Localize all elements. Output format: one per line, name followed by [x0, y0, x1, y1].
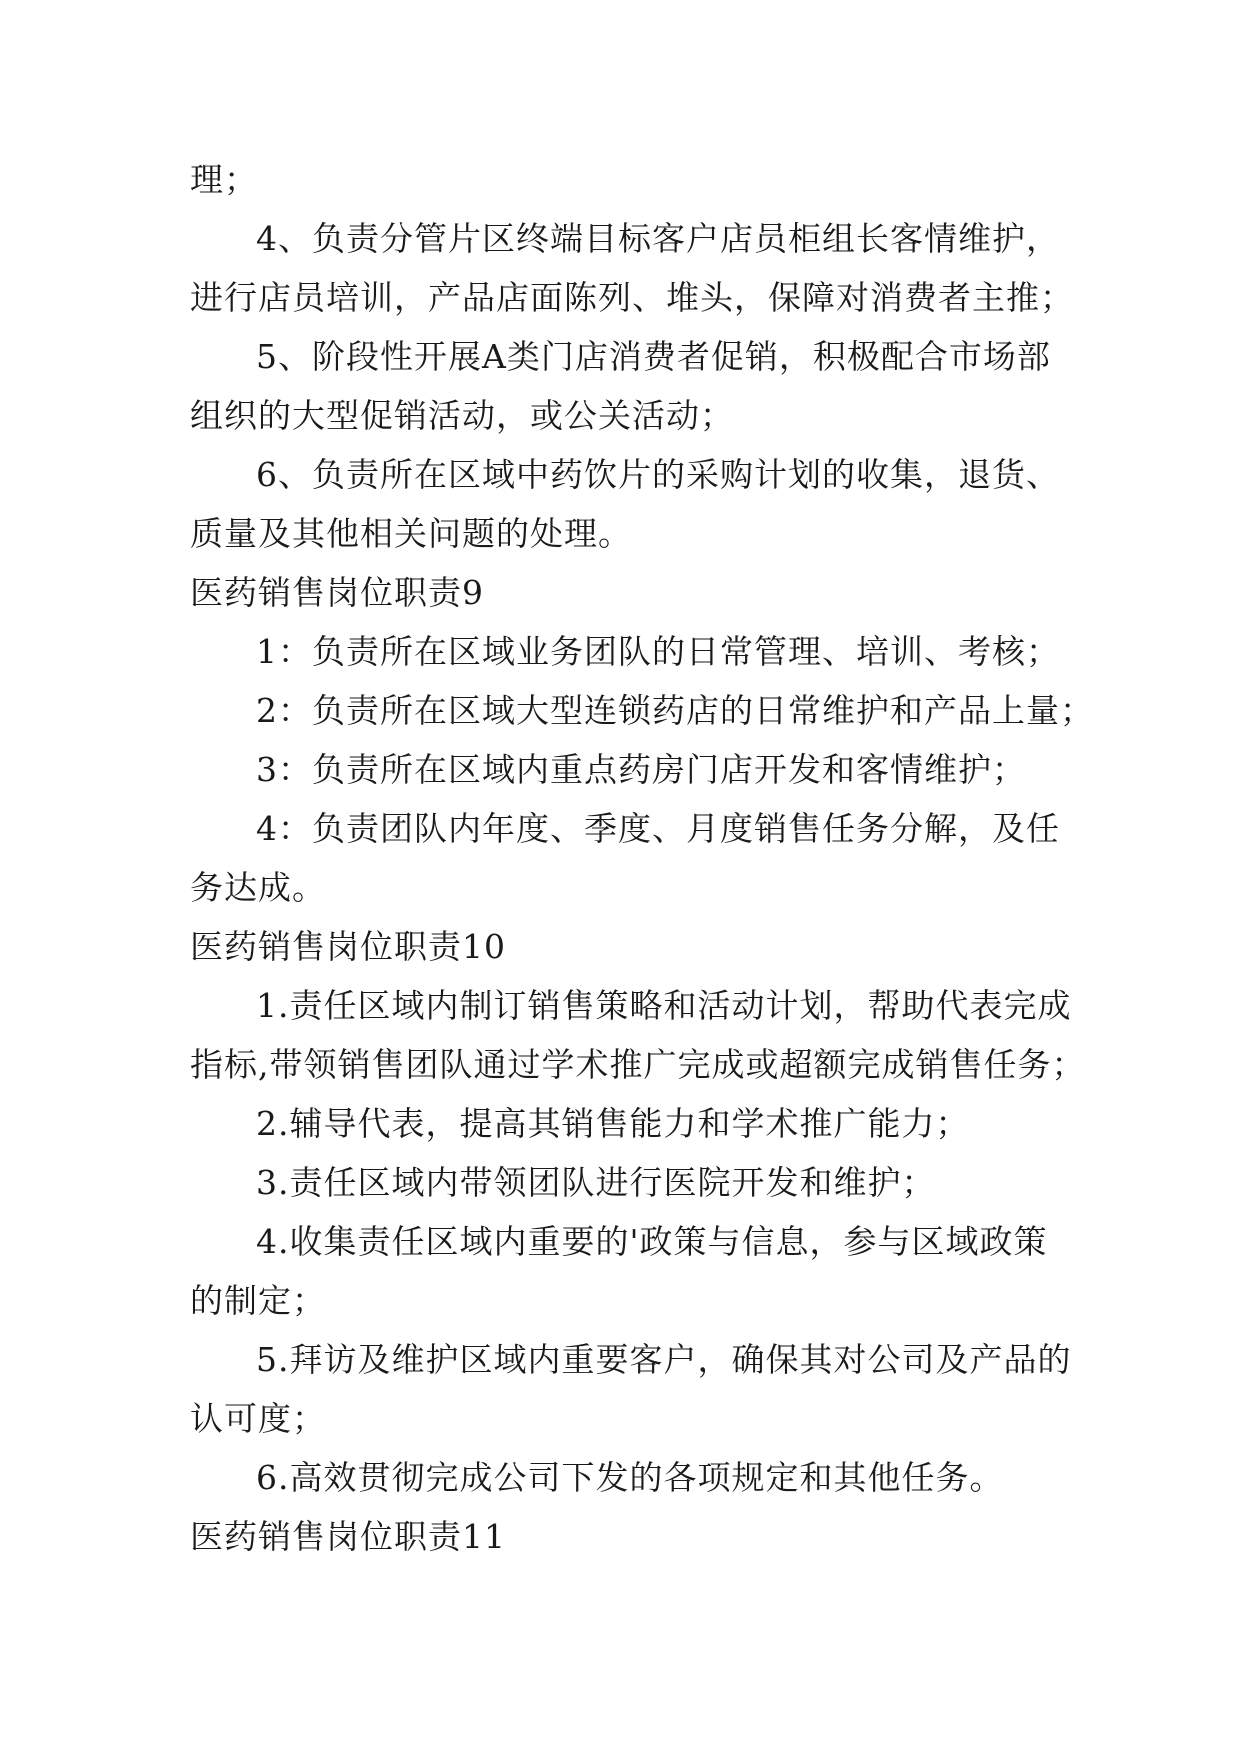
section-heading: 医药销售岗位职责11 — [190, 1517, 506, 1556]
list-item-line: 5、阶段性开展A类门店消费者促销，积极配合市场部 — [256, 337, 1051, 376]
document-body — [190, 150, 1094, 1566]
section-heading: 医药销售岗位职责10 — [190, 927, 506, 966]
list-item-line: 1.责任区域内制订销售策略和活动计划，帮助代表完成 — [256, 986, 1072, 1025]
list-item-line: 6.高效贯彻完成公司下发的各项规定和其他任务。 — [256, 1458, 1004, 1497]
list-item-line: 4、负责分管片区终端目标客户店员柜组长客情维护， — [256, 219, 1060, 258]
paragraph-line: 进行店员培训，产品店面陈列、堆头，保障对消费者主推； — [190, 278, 1074, 317]
list-item-line: 4：负责团队内年度、季度、月度销售任务分解，及任 — [256, 809, 1060, 848]
paragraph-line: 质量及其他相关问题的处理。 — [190, 514, 632, 553]
paragraph-line: 理； — [190, 160, 258, 199]
list-item-line: 3.责任区域内带领团队进行医院开发和维护； — [256, 1163, 936, 1202]
list-item-line: 2：负责所在区域大型连锁药店的日常维护和产品上量； — [256, 691, 1094, 730]
list-item-line: 3：负责所在区域内重点药房门店开发和客情维护； — [256, 750, 1026, 789]
list-item-line: 6、负责所在区域中药饮片的采购计划的收集，退货、 — [256, 455, 1060, 494]
paragraph-line: 的制定； — [190, 1281, 326, 1320]
list-item-line: 5.拜访及维护区域内重要客户，确保其对公司及产品的 — [256, 1340, 1072, 1379]
paragraph-line: 认可度； — [190, 1399, 326, 1438]
paragraph-line: 组织的大型促销活动，或公关活动； — [190, 396, 734, 435]
paragraph-line: 指标,带领销售团队通过学术推广完成或超额完成销售任务； — [190, 1045, 1086, 1084]
paragraph-line: 务达成。 — [190, 868, 326, 907]
list-item-line: 2.辅导代表，提高其销售能力和学术推广能力； — [256, 1104, 970, 1143]
section-heading: 医药销售岗位职责9 — [190, 573, 484, 612]
list-item-line: 1：负责所在区域业务团队的日常管理、培训、考核； — [256, 632, 1060, 671]
list-item-line: 4.收集责任区域内重要的'政策与信息，参与区域政策 — [256, 1222, 1048, 1261]
